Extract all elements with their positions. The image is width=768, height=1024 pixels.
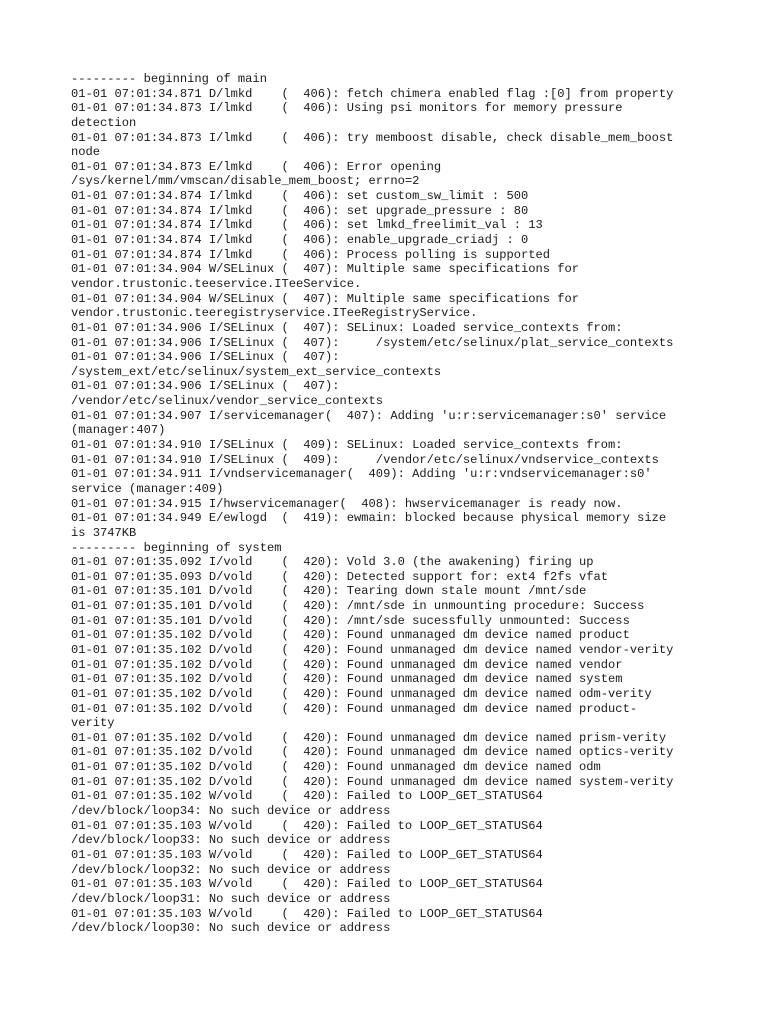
log-line: 01-01 07:01:35.102 D/vold ( 420): Found unmanaged dm device named prism-verity — [71, 730, 667, 745]
log-line: 01-01 07:01:35.101 D/vold ( 420): Tearing down stale mount /mnt/sde — [71, 584, 587, 599]
log-line: 01-01 07:01:35.102 W/vold ( 420): Failed to LOOP_GET_STATUS64 — [71, 789, 543, 804]
log-line: 01-01 07:01:34.873 I/lmkd ( 406): try memboost disable, check disable_mem_boost — [71, 130, 674, 145]
log-line: 01-01 07:01:34.906 I/SELinux ( 407): /system/etc/selinux/plat_service_contexts — [71, 335, 674, 350]
log-line: 01-01 07:01:35.102 D/vold ( 420): Found unmanaged dm device named product — [71, 628, 630, 643]
log-line: service (manager:409) — [71, 481, 224, 496]
log-line: /dev/block/loop30: No such device or address — [71, 921, 391, 936]
log-line: 01-01 07:01:34.910 I/SELinux ( 409): SELinux: Loaded service_contexts from: — [71, 438, 623, 453]
log-line: (manager:407) — [71, 423, 166, 438]
log-line: 01-01 07:01:35.103 W/vold ( 420): Failed to LOOP_GET_STATUS64 — [71, 847, 543, 862]
log-line: 01-01 07:01:34.874 I/lmkd ( 406): Process polling is supported — [71, 247, 550, 262]
log-line: 01-01 07:01:34.874 I/lmkd ( 406): enable_upgrade_criadj : 0 — [71, 233, 529, 248]
log-line: /system_ext/etc/selinux/system_ext_service_contexts — [71, 364, 442, 379]
log-line: --------- beginning of system — [71, 540, 282, 555]
log-text-block — [71, 72, 701, 936]
log-line: 01-01 07:01:35.102 D/vold ( 420): Found unmanaged dm device named system — [71, 672, 623, 687]
log-line: vendor.trustonic.teeregistryservice.ITeeRegistryService. — [71, 306, 478, 321]
log-line: 01-01 07:01:34.910 I/SELinux ( 409): /vendor/etc/selinux/vndservice_contexts — [71, 452, 659, 467]
log-line: 01-01 07:01:35.103 W/vold ( 420): Failed to LOOP_GET_STATUS64 — [71, 818, 543, 833]
log-line: is 3747KB — [71, 525, 137, 540]
log-line: --------- beginning of main — [71, 72, 267, 86]
log-line: 01-01 07:01:34.949 E/ewlogd ( 419): ewmain: blocked because physical memory size — [71, 511, 667, 526]
log-line: 01-01 07:01:34.906 I/SELinux ( 407): — [71, 350, 340, 365]
log-line: 01-01 07:01:35.101 D/vold ( 420): /mnt/sde sucessfully unmounted: Success — [71, 613, 630, 628]
log-line: 01-01 07:01:35.102 D/vold ( 420): Found unmanaged dm device named odm-verity — [71, 686, 652, 701]
log-line: 01-01 07:01:34.873 E/lmkd ( 406): Error opening — [71, 159, 442, 174]
log-line: 01-01 07:01:35.102 D/vold ( 420): Found unmanaged dm device named system-verity — [71, 774, 674, 789]
log-line: /dev/block/loop33: No such device or address — [71, 833, 391, 848]
log-line: 01-01 07:01:35.102 D/vold ( 420): Found unmanaged dm device named product- — [71, 701, 638, 716]
log-line: 01-01 07:01:35.103 W/vold ( 420): Failed to LOOP_GET_STATUS64 — [71, 906, 543, 921]
log-line: vendor.trustonic.teeservice.ITeeService. — [71, 276, 362, 291]
log-line: 01-01 07:01:34.915 I/hwservicemanager( 408): hwservicemanager is ready now. — [71, 496, 623, 511]
log-line: /dev/block/loop31: No such device or address — [71, 891, 391, 906]
log-line: 01-01 07:01:34.874 I/lmkd ( 406): set custom_sw_limit : 500 — [71, 189, 529, 204]
log-line: 01-01 07:01:34.873 I/lmkd ( 406): Using psi monitors for memory pressure — [71, 101, 623, 116]
log-line: 01-01 07:01:35.102 D/vold ( 420): Found unmanaged dm device named optics-verity — [71, 745, 674, 760]
log-line: 01-01 07:01:35.101 D/vold ( 420): /mnt/sde in unmounting procedure: Success — [71, 599, 645, 614]
log-line: 01-01 07:01:34.871 D/lmkd ( 406): fetch chimera enabled flag :[0] from property — [71, 86, 674, 101]
log-line: 01-01 07:01:34.907 I/servicemanager( 407): Adding 'u:r:servicemanager:s0' service — [71, 408, 667, 423]
log-line: 01-01 07:01:35.102 D/vold ( 420): Found unmanaged dm device named vendor — [71, 657, 623, 672]
log-line: /vendor/etc/selinux/vendor_service_contexts — [71, 394, 384, 409]
log-line: 01-01 07:01:34.874 I/lmkd ( 406): set upgrade_pressure : 80 — [71, 203, 529, 218]
log-line: /dev/block/loop32: No such device or address — [71, 862, 391, 877]
log-line: node — [71, 145, 101, 160]
log-line: 01-01 07:01:34.906 I/SELinux ( 407): SELinux: Loaded service_contexts from: — [71, 320, 623, 335]
log-line: /sys/kernel/mm/vmscan/disable_mem_boost; errno=2 — [71, 174, 420, 189]
log-line: 01-01 07:01:34.906 I/SELinux ( 407): — [71, 379, 340, 394]
log-line: 01-01 07:01:35.102 D/vold ( 420): Found unmanaged dm device named odm — [71, 760, 601, 775]
log-line: /dev/block/loop34: No such device or address — [71, 804, 391, 819]
log-line: 01-01 07:01:35.092 I/vold ( 420): Vold 3.0 (the awakening) firing up — [71, 555, 594, 570]
log-line: 01-01 07:01:34.904 W/SELinux ( 407): Multiple same specifications for — [71, 291, 580, 306]
log-line: 01-01 07:01:35.102 D/vold ( 420): Found unmanaged dm device named vendor-verity — [71, 642, 674, 657]
log-line: detection — [71, 115, 137, 130]
log-line: 01-01 07:01:35.103 W/vold ( 420): Failed to LOOP_GET_STATUS64 — [71, 877, 543, 892]
log-line: 01-01 07:01:35.093 D/vold ( 420): Detected support for: ext4 f2fs vfat — [71, 569, 609, 584]
log-line: 01-01 07:01:34.911 I/vndservicemanager( 409): Adding 'u:r:vndservicemanager:s0' — [71, 467, 652, 482]
log-line: verity — [71, 716, 115, 731]
log-line: 01-01 07:01:34.874 I/lmkd ( 406): set lmkd_freelimit_val : 13 — [71, 218, 543, 233]
log-line: 01-01 07:01:34.904 W/SELinux ( 407): Multiple same specifications for — [71, 262, 580, 277]
